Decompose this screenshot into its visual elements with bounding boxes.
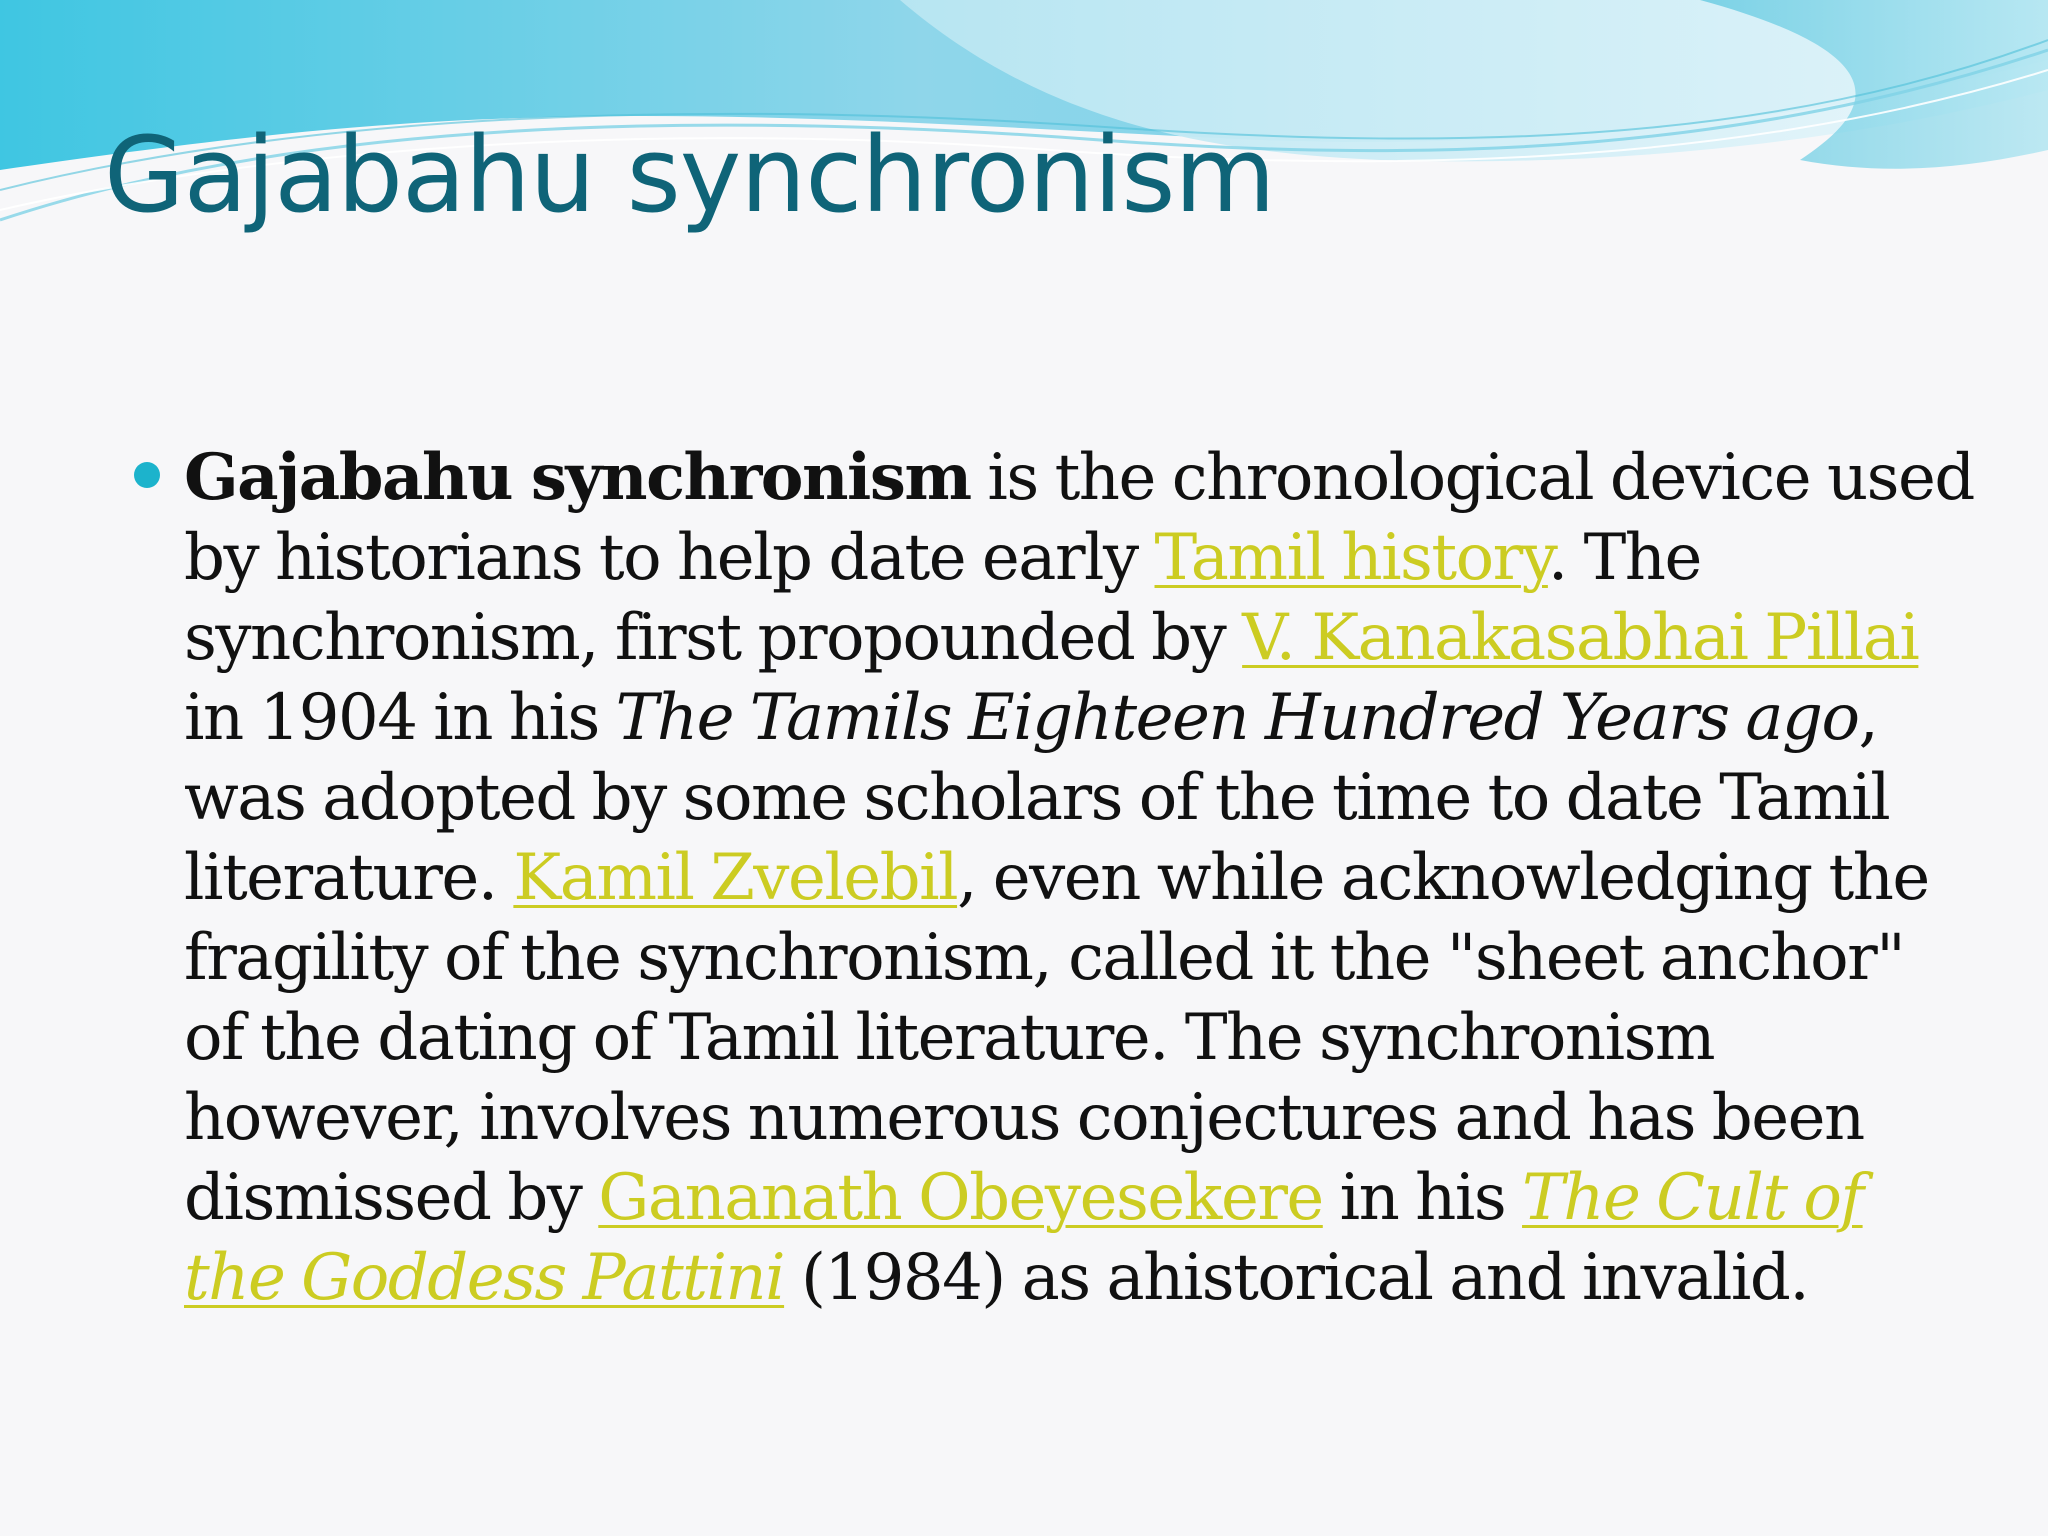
text-segment: in his bbox=[1322, 1161, 1523, 1235]
text-segment: is the chronological device used by historians to help date early bbox=[184, 441, 1974, 595]
bullet-paragraph bbox=[184, 438, 1974, 1318]
link-kamil-zvelebil[interactable]: Kamil Zvelebil bbox=[513, 841, 958, 915]
text-segment: , was adopted by some scholars of the time to date Tamil literature. bbox=[184, 681, 1890, 915]
link-tamil-history[interactable]: Tamil history bbox=[1154, 521, 1548, 595]
text-segment: , even while acknowledging the fragility of the synchronism, called it the "sheet anchor" of the dating of Tamil literature. The synchronism however, involves numerous conjectures and has been dismissed by bbox=[184, 841, 1929, 1235]
link-gananath-obeyesekere[interactable]: Gananath Obeyesekere bbox=[598, 1161, 1323, 1235]
link-cult-of-goddess-pattini[interactable]: The Cult of the Goddess Pattini bbox=[184, 1161, 1863, 1315]
text-segment: . The synchronism, first propounded by bbox=[184, 521, 1701, 675]
term-bold: Gajabahu synchronism bbox=[184, 440, 971, 515]
slide-title: Gajabahu synchronism bbox=[104, 114, 1275, 236]
text-segment: in 1904 in his bbox=[184, 681, 616, 755]
text-segment: (1984) as ahistorical and invalid. bbox=[784, 1241, 1809, 1315]
book-title-italic: The Tamils Eighteen Hundred Years ago bbox=[615, 681, 1859, 755]
bullet-dot-icon bbox=[134, 462, 160, 488]
link-kanakasabhai-pillai[interactable]: V. Kanakasabhai Pillai bbox=[1242, 601, 1919, 675]
